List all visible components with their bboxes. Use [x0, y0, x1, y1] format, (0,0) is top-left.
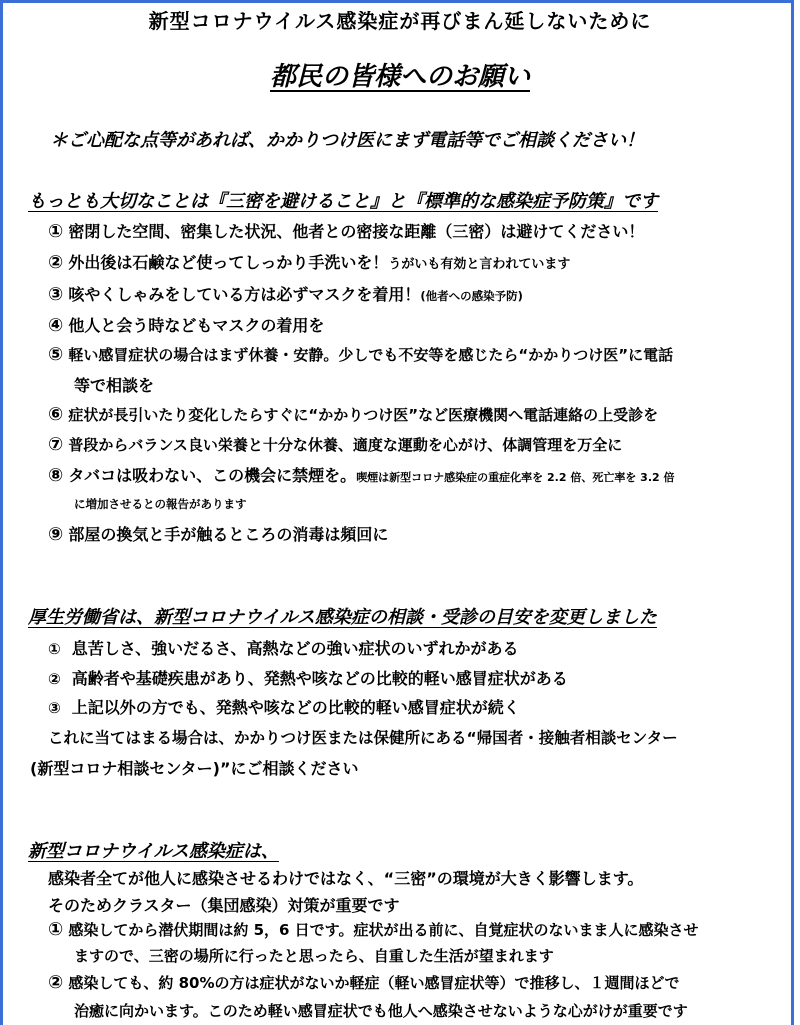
section3-title: 新型コロナウイルス感染症は、: [28, 841, 279, 862]
consult-note: ＊ご心配な点等があれば、かかりつけ医にまず電話等でご相談ください！: [50, 130, 644, 151]
page-heading: 新型コロナウイルス感染症が再びまん延しないために: [148, 9, 652, 33]
item-text: 軽い感冒症状の場合はまず休養・安静。少しでも不安等を感じたら“かかりつけ医”に電話: [68, 346, 674, 364]
section3-item-1: [48, 919, 698, 940]
page-title: [0, 56, 800, 93]
section2-title: 厚生労働省は、新型コロナウイルス感染症の相談・受診の目安を変更しました: [28, 607, 657, 628]
item-number: ①: [48, 640, 61, 658]
section1-item-4: [48, 313, 324, 336]
item-text: 密閉した空間、密集した状況、他者との密接な距離（三密）は避けてください！: [68, 222, 645, 241]
section2-closing-line-2: (新型コロナ相談センター)”にご相談ください: [30, 759, 359, 778]
item-text: 感染してから潜伏期間は約 5，6 日です。症状が出る前に、自覚症状のないまま人に感染させ: [68, 921, 699, 939]
item-number: ⑥: [48, 404, 64, 425]
item-number: ④: [48, 315, 64, 336]
item-number: ⑧: [48, 465, 64, 486]
section1-item-1: [48, 219, 644, 242]
section3-line-1: 感染者全てが他人に感染させるわけではなく、“三密”の環境が大きく影響します。: [48, 869, 644, 888]
item-text: 外出後は石鹸など使ってしっかり手洗いを！: [68, 253, 389, 272]
item-number: ①: [48, 221, 64, 242]
section2-item-2: [48, 666, 568, 689]
item-note: 喫煙は新型コロナ感染症の重症化率を 2.2 倍、死亡率を 3.2 倍: [356, 471, 675, 484]
item-number: ③: [48, 284, 64, 305]
section2-closing-line-1: これに当てはまる場合は、かかりつけ医または保健所にある“帰国者・接触者相談センター: [48, 729, 678, 747]
section1-item-8: [48, 463, 674, 486]
section3-item-2: [48, 972, 679, 993]
item-note: うがいも有効と言われています: [388, 257, 571, 272]
section1-title: もっとも大切なことは『三密を避けること』と『標準的な感染症予防策』です: [28, 191, 658, 212]
section1-item-5-continuation: 等で相談を: [74, 376, 155, 395]
page-title-text: 都民の皆様へのお願い: [269, 62, 530, 92]
section1-item-2: [48, 250, 570, 273]
section3-item-2-continuation: 治癒に向かいます。このため軽い感冒症状でも他人へ感染させないような心がけが重要です: [74, 1002, 688, 1020]
item-text: タバコは吸わない、この機会に禁煙を。: [68, 466, 357, 485]
item-text: 上記以外の方でも、発熱や咳などの比較的軽い感冒症状が続く: [71, 698, 520, 717]
item-text: 咳やくしゃみをしている方は必ずマスクを着用！: [68, 285, 421, 304]
section1-item-7: [48, 434, 622, 455]
section2-item-3: [48, 695, 520, 718]
section3-item-1-continuation: ますので、三密の場所に行ったと思ったら、自重した生活が望まれます: [74, 947, 554, 965]
section2-item-1: [48, 636, 519, 659]
item-number: ②: [48, 252, 64, 273]
item-text: 感染しても、約 80%の方は症状がないか軽症（軽い感冒症状等）で推移し、１週間ほどで: [68, 974, 680, 992]
item-number: ②: [48, 972, 64, 993]
item-text: 部屋の換気と手が触るところの消毒は頻回に: [68, 525, 389, 544]
item-number: ⑦: [48, 434, 64, 455]
item-number: ③: [48, 699, 61, 717]
section1-item-5: [48, 344, 673, 365]
section1-item-8-continuation: に増加させるとの報告があります: [74, 497, 247, 511]
item-text: 普段からバランス良い栄養と十分な休養、適度な運動を心がけ、体調管理を万全に: [68, 436, 623, 454]
item-number: ①: [48, 919, 64, 940]
item-number: ②: [48, 670, 61, 688]
item-text: 症状が長引いたり変化したらすぐに“かかりつけ医”など医療機関へ電話連絡の上受診を: [68, 406, 659, 424]
item-number: ⑤: [48, 344, 64, 365]
section1-item-9: [48, 522, 388, 545]
item-text: 高齢者や基礎疾患があり、発熱や咳などの比較的軽い感冒症状がある: [71, 669, 568, 688]
section3-line-2: そのためクラスター（集団感染）対策が重要です: [48, 896, 400, 915]
section1-item-6: [48, 404, 658, 425]
section1-item-3: [48, 282, 523, 305]
item-number: ⑨: [48, 524, 64, 545]
item-note: (他者への感染予防): [420, 289, 523, 303]
item-text: 他人と会う時などもマスクの着用を: [68, 316, 325, 335]
item-text: 息苦しさ、強いだるさ、高熱などの強い症状のいずれかがある: [71, 639, 519, 658]
